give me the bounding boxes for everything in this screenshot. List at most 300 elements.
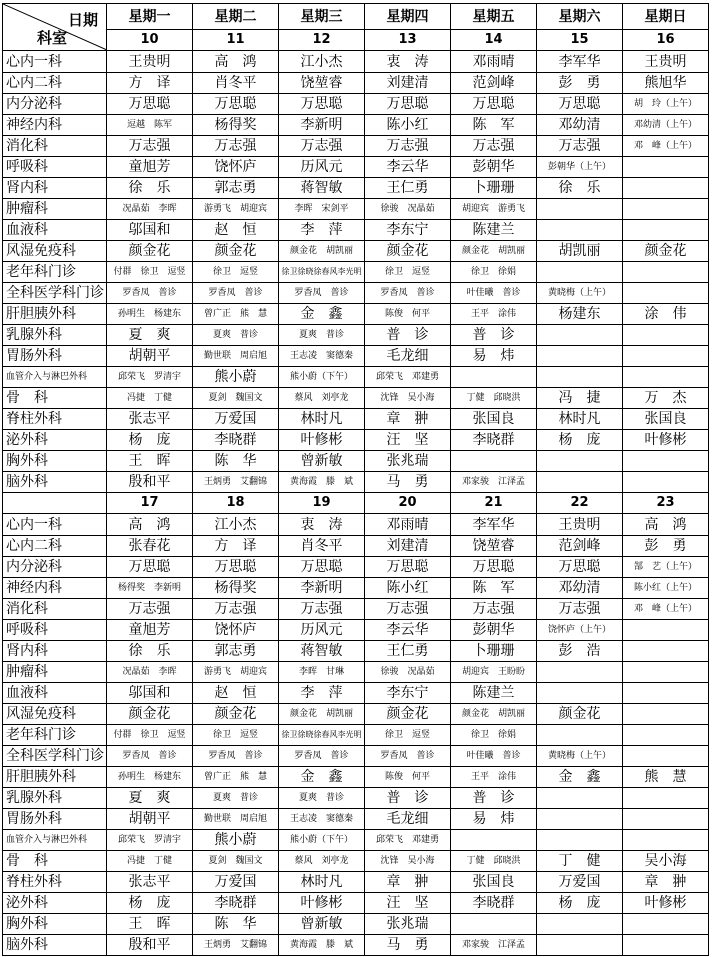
doctor-cell: 颜金花 <box>365 241 451 262</box>
date-axis-label: 日期 <box>67 11 98 29</box>
doctor-cell: 陈 华 <box>193 451 279 472</box>
doctor-cell: 张春花 <box>107 536 193 557</box>
department-row <box>3 262 709 283</box>
doctor-cell: 徐 乐 <box>107 641 193 662</box>
doctor-cell: 李新明 <box>279 578 365 599</box>
department-row <box>3 641 709 662</box>
doctor-cell: 万志强 <box>365 599 451 620</box>
doctor-cell: 赵 恒 <box>193 683 279 704</box>
blank-cell <box>3 493 107 514</box>
department-name: 老年科门诊 <box>3 262 107 283</box>
doctor-cell: 彭 勇 <box>537 73 623 94</box>
doctor-cell: 杨 庞 <box>537 893 623 914</box>
doctor-cell: 熊小蔚 <box>193 830 279 851</box>
department-row <box>3 893 709 914</box>
doctor-cell: 徐卫 逗竖 <box>365 262 451 283</box>
department-row <box>3 725 709 746</box>
doctor-cell: 高 鸿 <box>193 51 279 73</box>
department-name: 骨 科 <box>3 851 107 872</box>
doctor-cell: 陈建兰 <box>451 683 537 704</box>
doctor-cell: 颜金花 <box>365 704 451 725</box>
doctor-cell: 徐骏 况晶茹 <box>365 199 451 220</box>
doctor-cell: 章 翀 <box>365 872 451 893</box>
doctor-cell <box>623 662 709 683</box>
doctor-cell: 李东宁 <box>365 220 451 241</box>
doctor-cell: 万志强 <box>451 599 537 620</box>
doctor-cell: 陈建兰 <box>451 220 537 241</box>
doctor-cell: 蒋智敏 <box>279 641 365 662</box>
doctor-cell <box>623 220 709 241</box>
doctor-cell: 万志强 <box>193 599 279 620</box>
doctor-cell: 王 晖 <box>107 914 193 935</box>
department-name: 全科医学科门诊 <box>3 746 107 767</box>
doctor-cell: 丁 健 <box>537 851 623 872</box>
doctor-cell: 李晓群 <box>193 430 279 451</box>
doctor-cell <box>623 262 709 283</box>
department-name: 肿瘤科 <box>3 662 107 683</box>
date-cell: 14 <box>451 30 537 51</box>
doctor-cell: 徐骏 况晶茹 <box>365 662 451 683</box>
doctor-cell: 邓家骏 江泽孟 <box>451 472 537 493</box>
doctor-cell <box>451 451 537 472</box>
doctor-cell: 饶堃睿 <box>279 73 365 94</box>
date-header-row <box>3 30 709 51</box>
doctor-cell: 王志凌 窦德秦 <box>279 346 365 367</box>
doctor-cell: 历风元 <box>279 620 365 641</box>
doctor-cell: 李 萍 <box>279 220 365 241</box>
doctor-cell: 毛龙细 <box>365 809 451 830</box>
department-name: 神经内科 <box>3 115 107 136</box>
doctor-cell: 夏 爽 <box>107 325 193 346</box>
doctor-cell: 王仁勇 <box>365 178 451 199</box>
department-name: 血液科 <box>3 683 107 704</box>
doctor-cell: 徐卫 逗竖 <box>193 262 279 283</box>
department-name: 血液科 <box>3 220 107 241</box>
department-name: 心内二科 <box>3 73 107 94</box>
doctor-cell: 马 勇 <box>365 472 451 493</box>
doctor-cell: 衷 涛 <box>279 514 365 536</box>
doctor-cell <box>623 367 709 388</box>
doctor-cell: 易 炜 <box>451 809 537 830</box>
department-name: 泌外科 <box>3 430 107 451</box>
doctor-cell: 饶怀庐 <box>193 620 279 641</box>
doctor-cell: 曾新敏 <box>279 451 365 472</box>
weekday-header: 星期四 <box>365 4 451 30</box>
department-row <box>3 115 709 136</box>
doctor-cell: 徐 乐 <box>537 178 623 199</box>
department-row <box>3 809 709 830</box>
doctor-cell: 万志强 <box>107 136 193 157</box>
doctor-cell: 章 翀 <box>365 409 451 430</box>
doctor-cell: 徐卫 逗竖 <box>193 725 279 746</box>
doctor-cell: 金 鑫 <box>279 767 365 788</box>
department-name: 肾内科 <box>3 178 107 199</box>
department-row <box>3 704 709 725</box>
doctor-cell: 万思聪 <box>193 557 279 578</box>
doctor-cell <box>537 346 623 367</box>
department-name: 胃肠外科 <box>3 809 107 830</box>
doctor-cell: 饶怀庐（上午） <box>537 620 623 641</box>
doctor-cell: 万思聪 <box>537 557 623 578</box>
doctor-cell: 罗香凤 普诊 <box>193 746 279 767</box>
doctor-cell: 蔡风 刘亭龙 <box>279 388 365 409</box>
department-row <box>3 767 709 788</box>
department-name: 老年科门诊 <box>3 725 107 746</box>
date-cell: 13 <box>365 30 451 51</box>
doctor-cell: 毛龙细 <box>365 346 451 367</box>
doctor-cell <box>623 683 709 704</box>
doctor-cell: 卜珊珊 <box>451 178 537 199</box>
department-row <box>3 388 709 409</box>
doctor-cell: 熊旭华 <box>623 73 709 94</box>
department-row <box>3 409 709 430</box>
doctor-cell: 万志强 <box>537 136 623 157</box>
department-name: 心内一科 <box>3 51 107 73</box>
doctor-cell: 游勇飞 胡迎宾 <box>193 199 279 220</box>
department-row <box>3 536 709 557</box>
doctor-cell: 李 萍 <box>279 683 365 704</box>
department-row <box>3 430 709 451</box>
weekday-header-row <box>3 4 709 30</box>
doctor-cell: 颜金花 胡凯丽 <box>451 704 537 725</box>
doctor-cell: 杨 庞 <box>107 893 193 914</box>
date-cell: 23 <box>623 493 709 514</box>
department-row <box>3 557 709 578</box>
doctor-cell: 况晶茹 李晖 <box>107 199 193 220</box>
doctor-cell: 徐卫徐晓徐春风李光明 <box>279 725 365 746</box>
department-name: 风湿免疫科 <box>3 241 107 262</box>
doctor-cell: 肖冬平 <box>279 536 365 557</box>
doctor-cell: 蔡风 刘亭龙 <box>279 851 365 872</box>
doctor-cell: 彭朝华 <box>451 620 537 641</box>
doctor-cell: 赵 恒 <box>193 220 279 241</box>
department-name: 神经内科 <box>3 578 107 599</box>
doctor-cell <box>537 451 623 472</box>
doctor-cell: 邱荣飞 邓建勇 <box>365 830 451 851</box>
doctor-cell: 叶修彬 <box>279 430 365 451</box>
doctor-cell: 王贵明 <box>107 51 193 73</box>
department-name: 乳腺外科 <box>3 325 107 346</box>
date-cell: 20 <box>365 493 451 514</box>
doctor-cell: 陈俊 何平 <box>365 767 451 788</box>
doctor-cell <box>537 914 623 935</box>
doctor-cell: 夏爽 普诊 <box>279 325 365 346</box>
doctor-cell: 熊小蔚（下午） <box>279 367 365 388</box>
doctor-cell: 郭志勇 <box>193 178 279 199</box>
department-name: 胸外科 <box>3 451 107 472</box>
doctor-cell: 童旭芳 <box>107 620 193 641</box>
doctor-cell: 陈小红 <box>365 115 451 136</box>
doctor-cell: 杨 庞 <box>107 430 193 451</box>
date-header-row <box>3 493 709 514</box>
date-cell: 17 <box>107 493 193 514</box>
doctor-cell: 邓幼清（上午） <box>623 115 709 136</box>
doctor-cell <box>537 367 623 388</box>
doctor-cell: 李军华 <box>451 514 537 536</box>
doctor-cell: 肖冬平 <box>193 73 279 94</box>
doctor-cell: 万爱国 <box>193 409 279 430</box>
doctor-cell: 王贵明 <box>623 51 709 73</box>
doctor-cell: 罗香凤 普诊 <box>365 283 451 304</box>
doctor-cell <box>623 935 709 956</box>
department-row <box>3 283 709 304</box>
doctor-cell: 李东宁 <box>365 683 451 704</box>
doctor-cell <box>623 283 709 304</box>
doctor-cell: 颜金花 <box>193 704 279 725</box>
date-cell: 11 <box>193 30 279 51</box>
doctor-cell: 李云华 <box>365 157 451 178</box>
doctor-cell: 童旭芳 <box>107 157 193 178</box>
doctor-cell <box>451 367 537 388</box>
doctor-cell: 章 翀 <box>623 872 709 893</box>
department-row <box>3 136 709 157</box>
doctor-cell: 张志平 <box>107 409 193 430</box>
doctor-cell: 邓幼清 <box>537 115 623 136</box>
doctor-cell: 邓 峰（上午） <box>623 136 709 157</box>
doctor-cell: 江小杰 <box>279 51 365 73</box>
doctor-cell: 万志强 <box>537 599 623 620</box>
doctor-cell: 罗香凤 普诊 <box>107 283 193 304</box>
doctor-cell <box>623 704 709 725</box>
doctor-cell: 丁健 邱晓洪 <box>451 851 537 872</box>
department-name: 消化科 <box>3 599 107 620</box>
doctor-cell: 黄晓梅（上午） <box>537 746 623 767</box>
doctor-cell: 徐卫 逗竖 <box>365 725 451 746</box>
doctor-cell <box>537 830 623 851</box>
department-row <box>3 599 709 620</box>
doctor-cell: 况晶茹 李晖 <box>107 662 193 683</box>
doctor-cell: 王炳勇 艾翻锦 <box>193 472 279 493</box>
department-name: 肝胆胰外科 <box>3 304 107 325</box>
doctor-cell: 邱荣飞 邓建勇 <box>365 367 451 388</box>
doctor-cell: 邓家骏 江泽孟 <box>451 935 537 956</box>
doctor-cell: 杨建东 <box>537 304 623 325</box>
doctor-cell <box>623 178 709 199</box>
doctor-cell: 沈锋 吴小海 <box>365 851 451 872</box>
doctor-cell <box>537 725 623 746</box>
department-row <box>3 220 709 241</box>
doctor-cell: 彭朝华（上午） <box>537 157 623 178</box>
doctor-cell: 夏剑 魏国文 <box>193 851 279 872</box>
doctor-cell: 邓雨晴 <box>365 514 451 536</box>
doctor-cell: 陈 军 <box>451 115 537 136</box>
doctor-cell: 邓幼清 <box>537 578 623 599</box>
doctor-cell: 罗香凤 普诊 <box>279 283 365 304</box>
doctor-cell: 邬国和 <box>107 220 193 241</box>
department-row <box>3 746 709 767</box>
weekday-header: 星期日 <box>623 4 709 30</box>
doctor-cell: 胡 玲（上午） <box>623 94 709 115</box>
doctor-cell: 陈 军 <box>451 578 537 599</box>
doctor-cell: 彭 勇 <box>623 536 709 557</box>
doctor-cell: 颜金花 <box>107 704 193 725</box>
doctor-cell <box>623 830 709 851</box>
doctor-cell: 叶修彬 <box>623 893 709 914</box>
doctor-cell: 普 诊 <box>365 788 451 809</box>
department-name: 内分泌科 <box>3 557 107 578</box>
doctor-cell: 罗香凤 普诊 <box>107 746 193 767</box>
doctor-cell: 邱荣飞 罗清宇 <box>107 367 193 388</box>
doctor-cell: 杨 庞 <box>537 430 623 451</box>
doctor-cell <box>623 325 709 346</box>
department-name: 血管介入与淋巴外科 <box>3 830 107 851</box>
duty-schedule-table <box>2 3 709 956</box>
doctor-cell: 马 勇 <box>365 935 451 956</box>
doctor-cell: 高 鸿 <box>107 514 193 536</box>
doctor-cell: 陈小红（上午） <box>623 578 709 599</box>
department-row <box>3 472 709 493</box>
doctor-cell: 万思聪 <box>365 557 451 578</box>
doctor-cell: 曾广正 熊 慧 <box>193 767 279 788</box>
doctor-cell: 王平 涂伟 <box>451 304 537 325</box>
department-row <box>3 935 709 956</box>
doctor-cell: 颜金花 <box>193 241 279 262</box>
department-row <box>3 94 709 115</box>
doctor-cell: 邱荣飞 罗清宇 <box>107 830 193 851</box>
doctor-cell: 李晖 宋剑平 <box>279 199 365 220</box>
doctor-cell <box>623 451 709 472</box>
doctor-cell: 叶修彬 <box>279 893 365 914</box>
doctor-cell: 罗香凤 普诊 <box>365 746 451 767</box>
department-row <box>3 578 709 599</box>
department-name: 全科医学科门诊 <box>3 283 107 304</box>
doctor-cell: 彭朝华 <box>451 157 537 178</box>
doctor-cell: 杨得奖 李新明 <box>107 578 193 599</box>
doctor-cell: 金 鑫 <box>537 767 623 788</box>
doctor-cell: 夏爽 普诊 <box>193 325 279 346</box>
department-name: 泌外科 <box>3 893 107 914</box>
doctor-cell: 万思聪 <box>537 94 623 115</box>
corner-header <box>3 4 107 51</box>
department-name: 内分泌科 <box>3 94 107 115</box>
doctor-cell: 熊 慧 <box>623 767 709 788</box>
doctor-cell: 万爱国 <box>537 872 623 893</box>
doctor-cell <box>623 641 709 662</box>
department-name: 血管介入与淋巴外科 <box>3 367 107 388</box>
date-cell: 12 <box>279 30 365 51</box>
doctor-cell: 万思聪 <box>279 94 365 115</box>
doctor-cell: 李晓群 <box>451 430 537 451</box>
department-row <box>3 325 709 346</box>
doctor-cell: 林时凡 <box>279 872 365 893</box>
date-cell: 21 <box>451 493 537 514</box>
doctor-cell: 万爱国 <box>193 872 279 893</box>
doctor-cell: 熊小蔚 <box>193 367 279 388</box>
doctor-cell: 丁健 邱晓洪 <box>451 388 537 409</box>
department-name: 脑外科 <box>3 935 107 956</box>
doctor-cell: 王炳勇 艾翻锦 <box>193 935 279 956</box>
doctor-cell: 普 诊 <box>451 325 537 346</box>
department-row <box>3 451 709 472</box>
doctor-cell: 黄晓梅（上午） <box>537 283 623 304</box>
department-name: 胸外科 <box>3 914 107 935</box>
doctor-cell: 万 杰 <box>623 388 709 409</box>
department-name: 呼吸科 <box>3 620 107 641</box>
doctor-cell: 万思聪 <box>193 94 279 115</box>
doctor-cell <box>537 199 623 220</box>
doctor-cell <box>537 809 623 830</box>
department-name: 脑外科 <box>3 472 107 493</box>
doctor-cell <box>451 830 537 851</box>
doctor-cell: 衷 涛 <box>365 51 451 73</box>
doctor-cell: 孙明生 杨建东 <box>107 304 193 325</box>
department-row <box>3 830 709 851</box>
department-row <box>3 872 709 893</box>
department-row <box>3 346 709 367</box>
doctor-cell: 易 炜 <box>451 346 537 367</box>
doctor-cell: 陈 华 <box>193 914 279 935</box>
date-cell: 18 <box>193 493 279 514</box>
doctor-cell: 颜金花 胡凯丽 <box>279 704 365 725</box>
department-row <box>3 851 709 872</box>
doctor-cell <box>623 788 709 809</box>
department-row <box>3 662 709 683</box>
doctor-cell: 胡迎宾 王盼盼 <box>451 662 537 683</box>
doctor-cell: 林时凡 <box>537 409 623 430</box>
doctor-cell: 李军华 <box>537 51 623 73</box>
doctor-cell: 游勇飞 胡迎宾 <box>193 662 279 683</box>
department-name: 风湿免疫科 <box>3 704 107 725</box>
doctor-cell: 徐卫 徐娟 <box>451 725 537 746</box>
doctor-cell: 万志强 <box>365 136 451 157</box>
department-name: 肝胆胰外科 <box>3 767 107 788</box>
department-name: 肿瘤科 <box>3 199 107 220</box>
doctor-cell: 王仁勇 <box>365 641 451 662</box>
doctor-cell: 王贵明 <box>537 514 623 536</box>
department-row <box>3 914 709 935</box>
date-cell: 19 <box>279 493 365 514</box>
doctor-cell: 郭志勇 <box>193 641 279 662</box>
dept-axis-label: 科室 <box>37 29 68 47</box>
department-row <box>3 304 709 325</box>
weekday-header: 星期三 <box>279 4 365 30</box>
doctor-cell: 颜金花 胡凯丽 <box>451 241 537 262</box>
doctor-cell: 勤世联 周启旭 <box>193 809 279 830</box>
department-row <box>3 178 709 199</box>
department-name: 脊柱外科 <box>3 409 107 430</box>
doctor-cell: 徐卫 徐娟 <box>451 262 537 283</box>
doctor-cell: 逗越 陈军 <box>107 115 193 136</box>
department-name: 肾内科 <box>3 641 107 662</box>
doctor-cell: 张国良 <box>451 409 537 430</box>
doctor-cell: 付群 徐卫 逗竖 <box>107 262 193 283</box>
doctor-cell: 胡朝平 <box>107 346 193 367</box>
doctor-cell: 熊小蔚（下午） <box>279 830 365 851</box>
department-name: 乳腺外科 <box>3 788 107 809</box>
doctor-cell: 颜金花 <box>537 704 623 725</box>
weekday-header: 星期五 <box>451 4 537 30</box>
doctor-cell: 罗香凤 普诊 <box>279 746 365 767</box>
doctor-cell: 刘建清 <box>365 73 451 94</box>
doctor-cell: 叶修彬 <box>623 430 709 451</box>
doctor-cell: 付群 徐卫 逗竖 <box>107 725 193 746</box>
doctor-cell: 冯捷 丁健 <box>107 851 193 872</box>
doctor-cell: 颜金花 <box>623 241 709 262</box>
doctor-cell: 冯 捷 <box>537 388 623 409</box>
department-row <box>3 367 709 388</box>
doctor-cell: 杨得奖 <box>193 578 279 599</box>
doctor-cell <box>623 725 709 746</box>
doctor-cell <box>537 662 623 683</box>
doctor-cell <box>623 620 709 641</box>
department-name: 心内二科 <box>3 536 107 557</box>
department-row <box>3 73 709 94</box>
doctor-cell <box>537 788 623 809</box>
weekday-header: 星期二 <box>193 4 279 30</box>
doctor-cell: 王志凌 窦德秦 <box>279 809 365 830</box>
doctor-cell: 万思聪 <box>451 94 537 115</box>
doctor-cell: 夏 爽 <box>107 788 193 809</box>
